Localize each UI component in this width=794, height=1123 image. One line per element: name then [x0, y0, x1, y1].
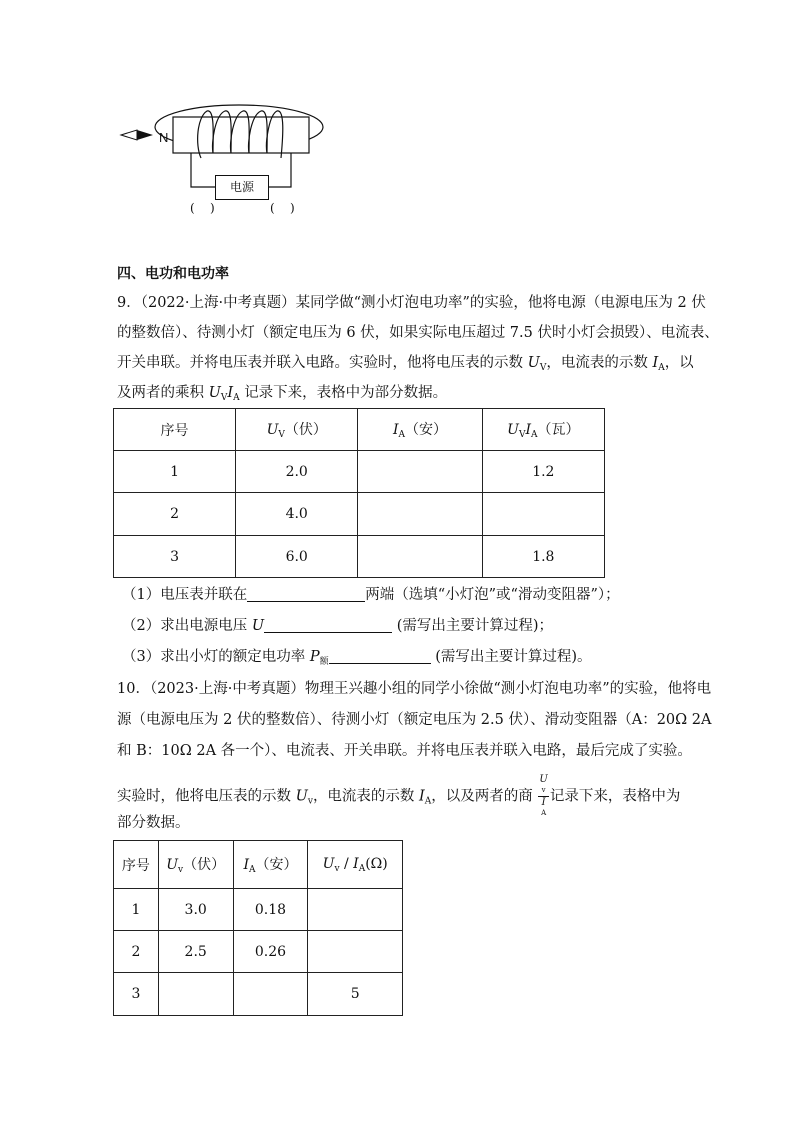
table-cell: 4.0: [236, 493, 358, 536]
table-cell: [358, 451, 482, 493]
table-row: [114, 536, 605, 578]
right-terminal-blank: ( ): [270, 201, 295, 215]
q9-header-index: 序号: [114, 409, 236, 451]
table-cell: [308, 889, 403, 931]
q9-header-power: $U_VI_A$（瓦）: [482, 409, 604, 451]
q9-table: [113, 408, 605, 578]
power-source-box: [215, 175, 269, 200]
answer-blank[interactable]: [264, 616, 392, 633]
compass-needle-icon: [121, 130, 153, 140]
table-cell: [482, 493, 604, 536]
table-row: [114, 931, 403, 973]
q10-header-index: 序号: [114, 841, 159, 889]
table-row: [114, 973, 403, 1016]
q10-line-5: 部分数据。: [117, 815, 190, 831]
q10-header-current: $I_A$（安）: [233, 841, 308, 889]
table-cell: 0.26: [233, 931, 308, 973]
section-heading: 四、电功和电功率: [117, 266, 229, 282]
table-row: [114, 493, 605, 536]
table-cell: 2: [114, 493, 236, 536]
q10-line-1: 10．（2023·上海·中考真题）物理王兴趣小组的同学小徐做“测小灯泡电功率”的实验，他将电: [117, 681, 712, 697]
q9-header-voltage: $U_V$（伏）: [236, 409, 358, 451]
left-wire: [191, 153, 215, 187]
q9-sub-1: （1）电压表并联在 两端（选填“小灯泡”或“滑动变阻器”）；: [122, 587, 620, 603]
q10-table: [113, 840, 403, 1016]
table-cell: 5: [308, 973, 403, 1016]
table-cell: 2.5: [158, 931, 233, 973]
q9-line-3: 开关串联。并将电压表并联入电路。实验时，他将电压表的示数 $U_V$，电流表的示数 $I_A$，以: [117, 355, 694, 373]
q10-line-3: 和 B：10Ω 2A 各一个）、电流表、开关串联。并将电压表并联入电路，最后完成了实验。: [117, 743, 692, 759]
power-source-label: 电源: [229, 180, 254, 194]
table-row: [114, 451, 605, 493]
quotient-fraction: U v I A: [539, 774, 548, 817]
table-cell: [358, 493, 482, 536]
q9-sub-3: （3）求出小灯的额定电功率 $P_额$ (需写出主要计算过程)。: [122, 649, 592, 667]
table-cell: 2: [114, 931, 159, 973]
pole-label: N: [159, 130, 169, 145]
table-cell: 2.0: [236, 451, 358, 493]
table-cell: [158, 973, 233, 1016]
table-cell: 3.0: [158, 889, 233, 931]
left-terminal-blank: ( ): [190, 201, 215, 215]
q9-table-header: [114, 409, 605, 451]
q9-line-4: 及两者的乘积 $U_VI_A$ 记录下来，表格中为部分数据。: [117, 385, 448, 403]
q9-line-1: 9．（2022·上海·中考真题）某同学做“测小灯泡电功率”的实验，他将电源（电源电压为 2 伏: [117, 295, 706, 311]
table-cell: 1.2: [482, 451, 604, 493]
table-cell: [308, 931, 403, 973]
electromagnet-diagram: [115, 95, 340, 225]
table-cell: 0.18: [233, 889, 308, 931]
right-wire: [267, 153, 291, 187]
table-cell: [233, 973, 308, 1016]
q9-header-current: $I_A$（安）: [358, 409, 482, 451]
q10-header-voltage: $U_v$（伏）: [158, 841, 233, 889]
table-cell: 1: [114, 889, 159, 931]
iron-core: [173, 117, 309, 153]
table-cell: 6.0: [236, 536, 358, 578]
q9-line-2: 的整数倍）、待测小灯（额定电压为 6 伏，如果实际电压超过 7.5 伏时小灯会损毁）、电流表、: [117, 325, 719, 341]
table-cell: 1.8: [482, 536, 604, 578]
table-cell: 3: [114, 973, 159, 1016]
table-row: [114, 889, 403, 931]
q10-line-4: 实验时，他将电压表的示数 $U_v$，电流表的示数 $I_A$，以及两者的商 U v I A 记录下来，表格中为: [117, 774, 681, 817]
q9-sub-2: （2）求出电源电压 U (需写出主要计算过程)；: [122, 618, 554, 634]
answer-blank[interactable]: [329, 647, 431, 664]
q10-header-resistance: $U_v / I_A(\Omega)$: [308, 841, 403, 889]
table-cell: 1: [114, 451, 236, 493]
table-cell: [358, 536, 482, 578]
q10-line-2: 源（电源电压为 2 伏的整数倍）、待测小灯（额定电压为 2.5 伏）、滑动变阻器（A：20Ω 2A: [117, 712, 712, 728]
q10-table-header: [114, 841, 403, 889]
table-cell: 3: [114, 536, 236, 578]
answer-blank[interactable]: [247, 585, 365, 602]
